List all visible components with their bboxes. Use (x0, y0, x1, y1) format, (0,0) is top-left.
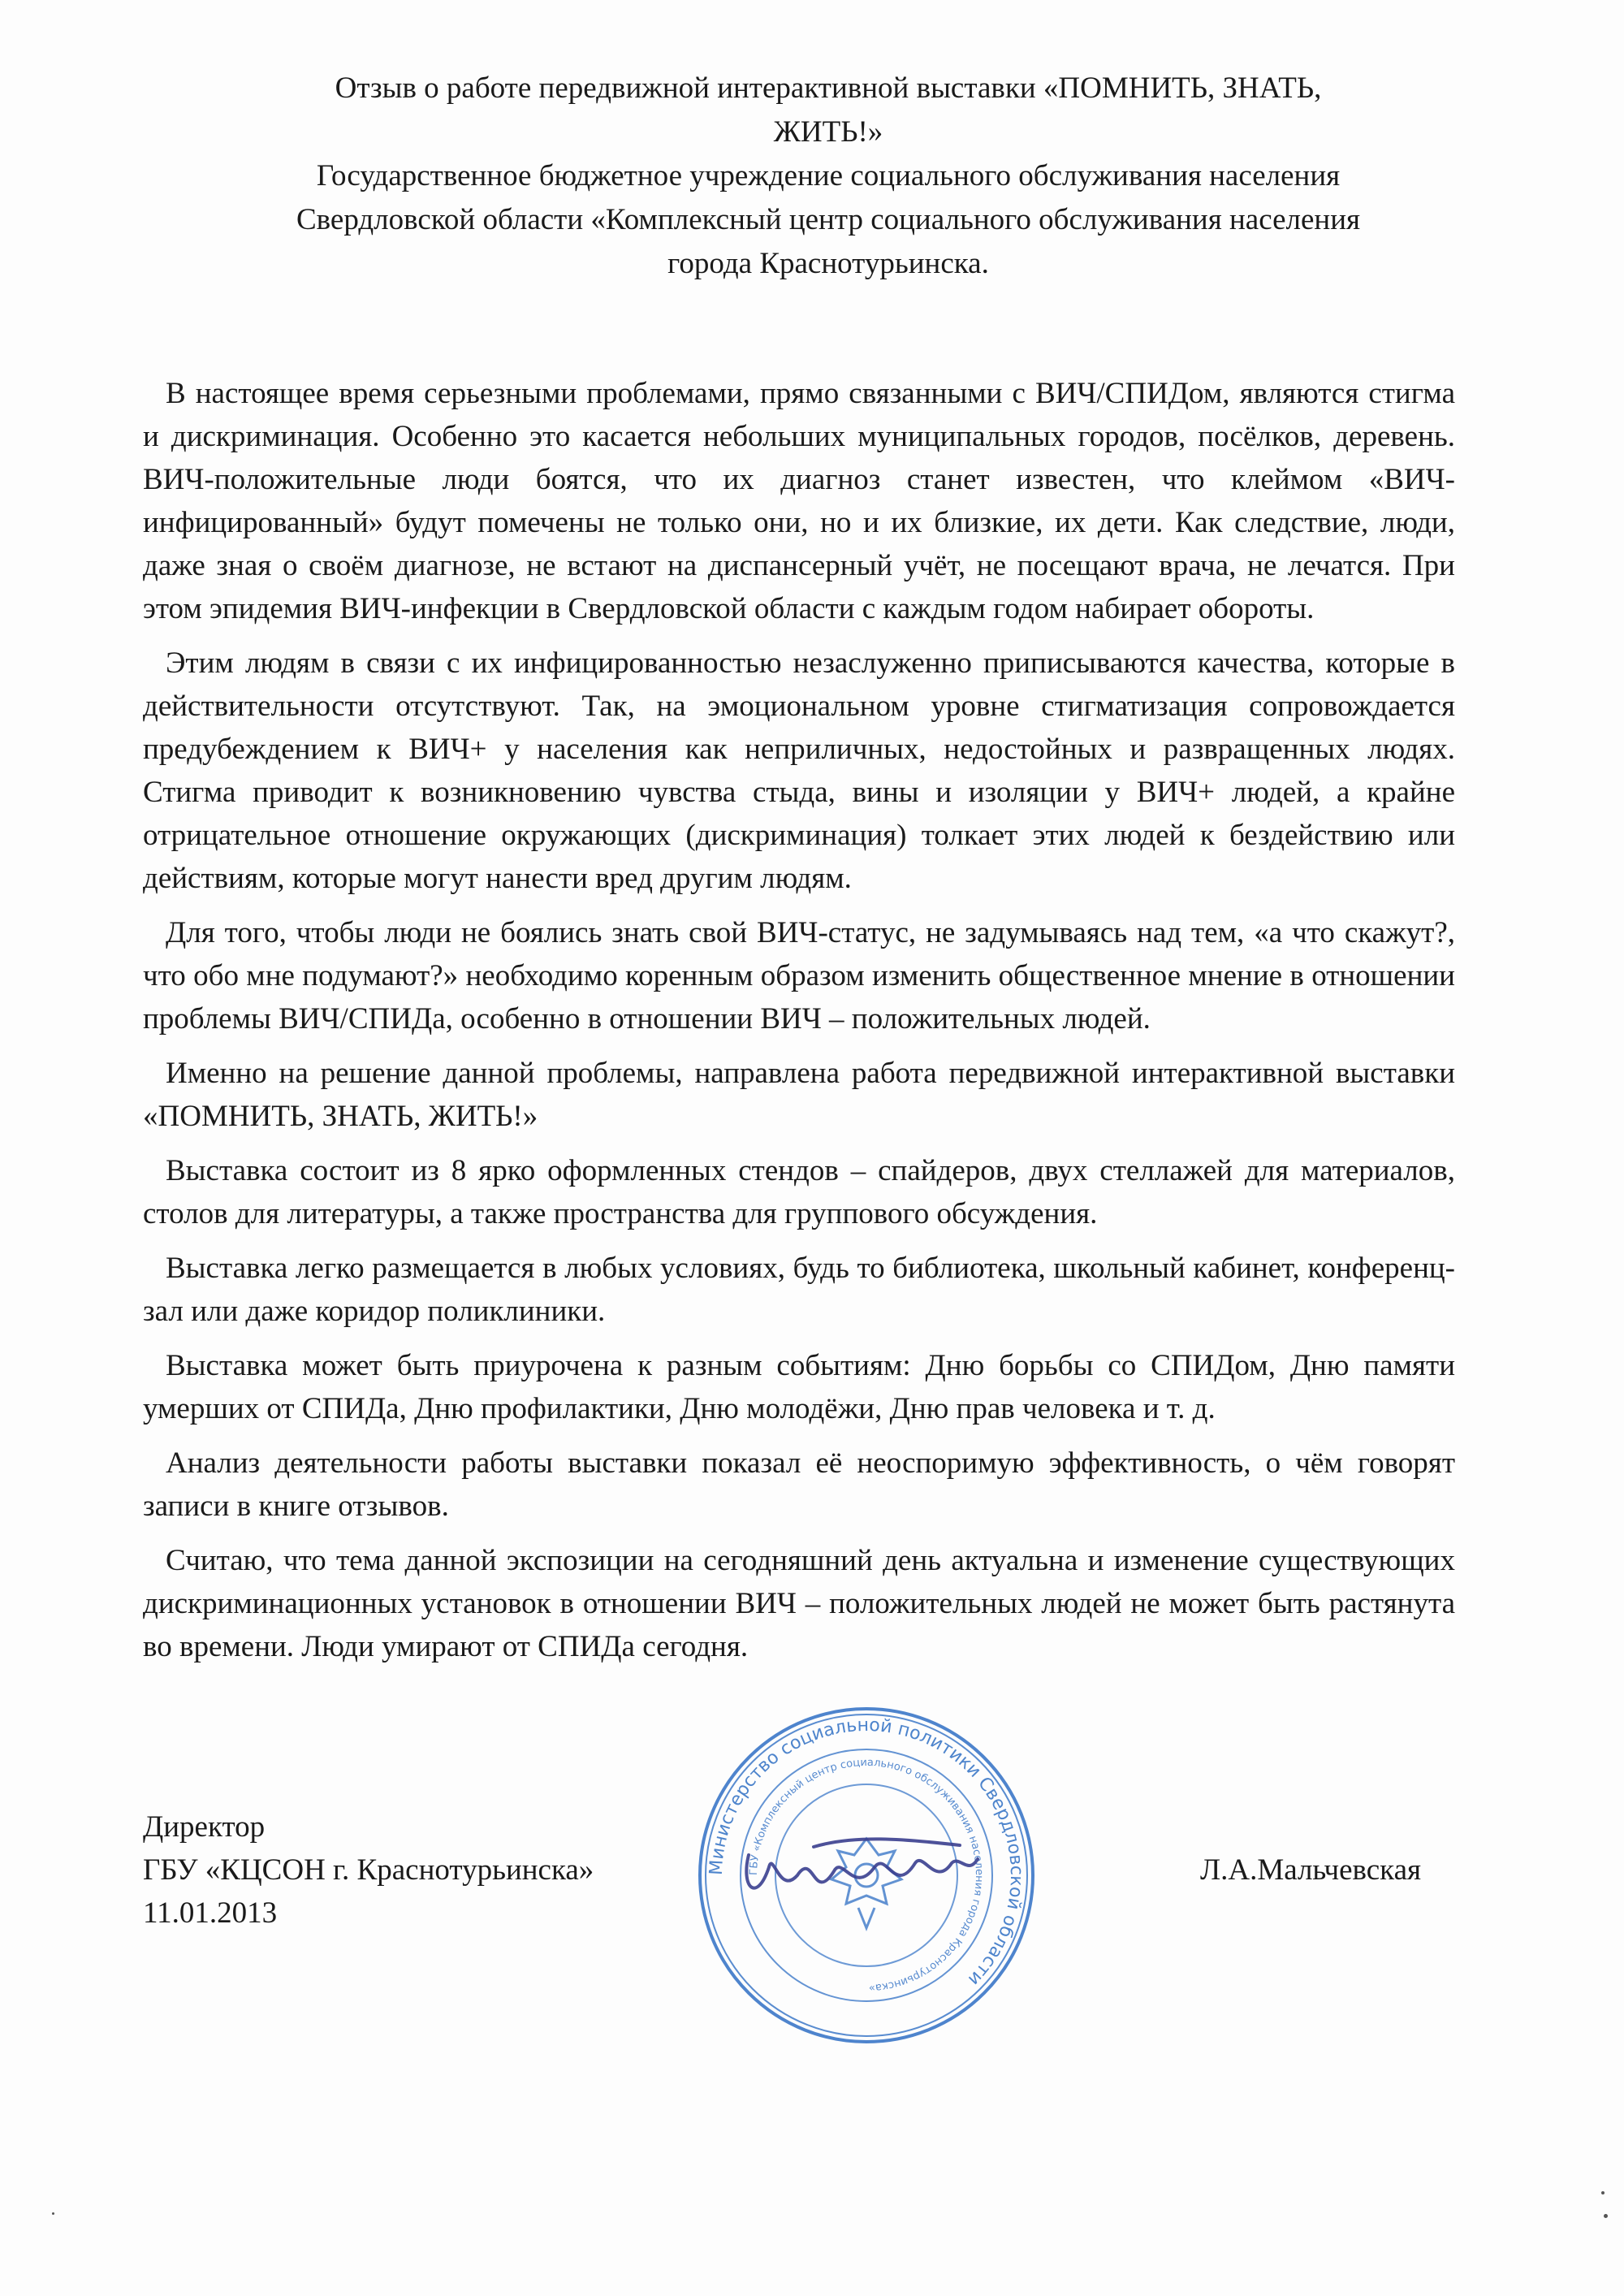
paragraph: Выставка легко размещается в любых условиях, будь то библиотека, школьный кабинет, конференц-зал или даже коридор поликлиники. (143, 1252, 1455, 1328)
paragraph: Выставка может быть приурочена к разным событиям: Дню борьбы со СПИДом, Дню памяти умерших от СПИДа, Дню профилактики, Дню молодёжи, Дню прав человека и т. д. (143, 1349, 1455, 1425)
scan-speck (52, 2212, 54, 2215)
header-organization-line-2: Свердловской области «Комплексный центр социального обслуживания населения (296, 203, 1361, 236)
header-organization-line-1: Государственное бюджетное учреждение социального обслуживания населения (316, 159, 1341, 192)
paragraph: В настоящее время серьезными проблемами, прямо связанными с ВИЧ/СПИДом, являются стигма и дискриминация. Особенно это касается небольших муниципальных городов, посёлков, деревень. ВИЧ-положительные люди боятся, что их диагноз станет известен, что клеймом «ВИЧ-инфицированный» будут помечены не только они, но и их близкие, их дети. Как следствие, люди, даже зная о своём диагнозе, не встают на диспансерный учёт, не посещают врача, не лечатся. При этом эпидемия ВИЧ-инфекции в Свердловской области с каждым годом набирает обороты. (143, 377, 1455, 625)
document-date: 11.01.2013 (143, 1896, 278, 1930)
paragraph: Для того, чтобы люди не боялись знать свой ВИЧ-статус, не задумываясь над тем, «а что скажут?, что обо мне подумают?» необходимо коренным образом изменить общественное мнение в отношении проблемы ВИЧ/СПИДа, особенно в отношении ВИЧ – положительных людей. (143, 916, 1455, 1036)
paragraph: Анализ деятельности работы выставки показал её неоспоримую эффективность, о чём говорят записи в книге отзывов. (143, 1446, 1455, 1523)
document-body (143, 372, 1455, 1680)
seal-graphic (692, 1701, 1041, 2050)
header-title-line-1: Отзыв о работе передвижной интерактивной выставки «ПОМНИТЬ, ЗНАТЬ, (335, 71, 1322, 105)
header-organization-line-3: города Краснотурьинска. (667, 247, 989, 280)
paragraph: Считаю, что тема данной экспозиции на сегодняшний день актуальна и изменение существующих дискриминационных установок в отношении ВИЧ – положительных людей не может быть растянута во времени. Люди умирают от СПИДа сегодня. (143, 1544, 1455, 1663)
eagle-emblem-icon (831, 1839, 901, 1928)
paragraph: Именно на решение данной проблемы, направлена работа передвижной интерактивной выставки «ПОМНИТЬ, ЗНАТЬ, ЖИТЬ!» (143, 1057, 1455, 1133)
signer-organization: ГБУ «КЦСОН г. Краснотурьинска» (143, 1853, 594, 1887)
signature-block (143, 1805, 594, 1935)
paragraph: Этим людям в связи с их инфицированностью незаслуженно приписываются качества, которые в действительности отсутствуют. Так, на эмоциональном уровне стигматизация сопровождается предубеждением к ВИЧ+ у населения как неприличных, недостойных и развращенных людях. Стигма приводит к возникновению чувства стыда, вины и изоляции у ВИЧ+ людей, а крайне отрицательное отношение окружающих (дискриминация) толкает этих людей к бездействию или действиям, которые могут нанести вред другим людям. (143, 646, 1455, 895)
svg-text:ГБУ «Комплексный центр социаль: ГБУ «Комплексный центр социального обслуживания населения города Краснотурьинска» (747, 1756, 986, 1995)
scan-speck (1604, 2214, 1608, 2218)
header-title-line-2: ЖИТЬ!» (773, 115, 883, 149)
paragraph: Выставка состоит из 8 ярко оформленных стендов – спайдеров, двух стеллажей для материалов, столов для литературы, а также пространства для группового обсуждения. (143, 1154, 1455, 1230)
signer-name: Л.А.Мальчевская (1200, 1853, 1422, 1887)
signer-position: Директор (143, 1810, 266, 1844)
document-header (244, 67, 1413, 286)
official-seal-stamp (692, 1701, 1041, 2050)
scan-speck (1601, 2191, 1605, 2194)
svg-text:Министерство социальной полити: Министерство социальной политики Свердловской области (706, 1714, 1027, 1990)
